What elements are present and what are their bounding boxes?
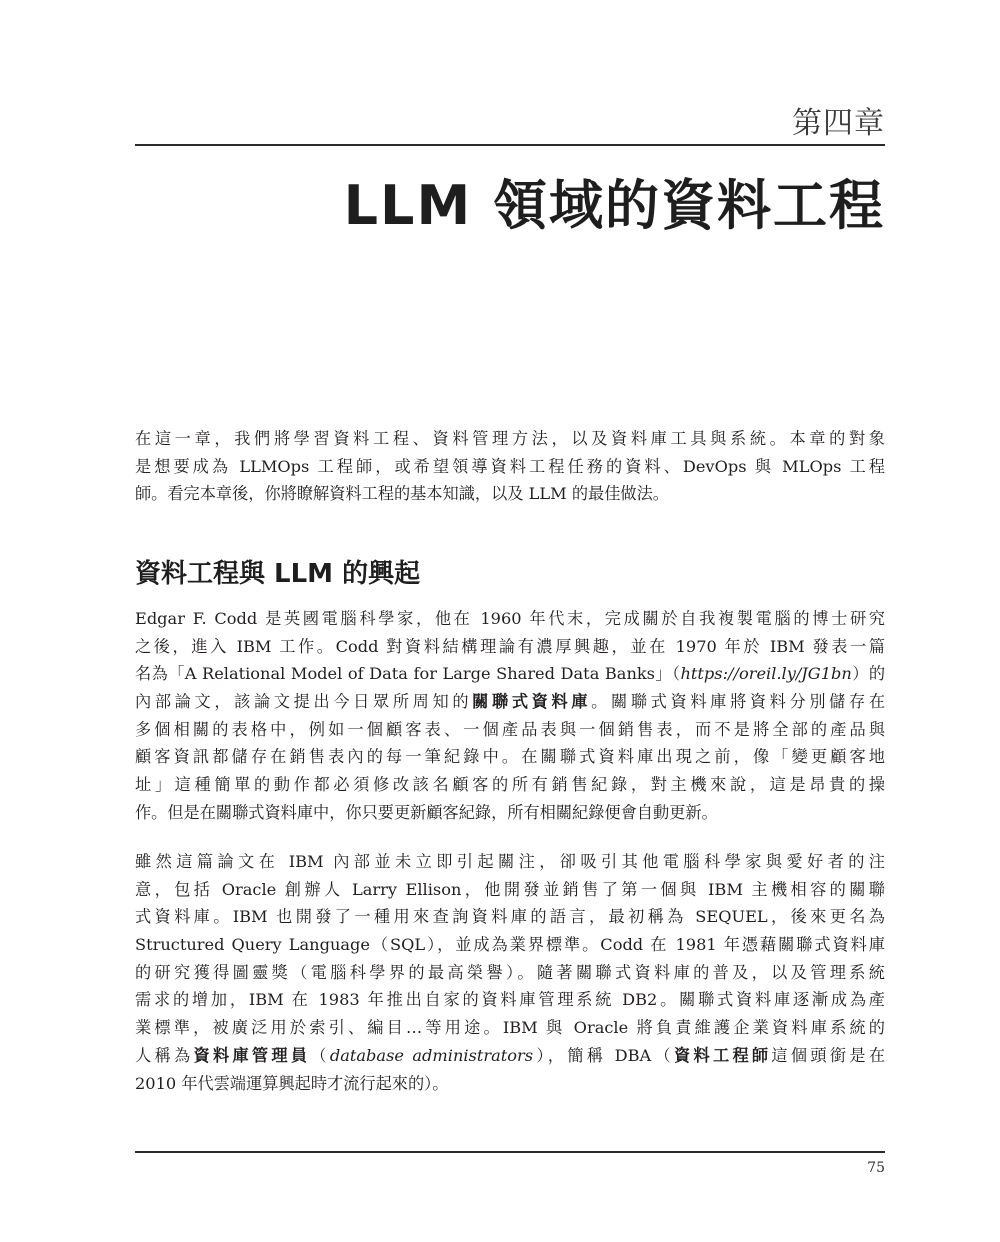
text-fragment: 。關聯式資料庫將資料分別儲存在 [591, 692, 886, 712]
text-line-with-term [135, 688, 885, 716]
text-line: 的研究獲得圖靈獎（電腦科學界的最高榮譽）。隨著關聯式資料庫的普及，以及管理系統 [135, 962, 885, 982]
key-term: 關聯式資料庫 [472, 692, 592, 712]
key-term: 資料庫管理員 [193, 1045, 311, 1065]
text-fragment: 這個頭銜是在 [771, 1045, 886, 1065]
text-line: 多個相關的表格中，例如一個顧客表、一個產品表與一個銷售表，而不是將全部的產品與 [135, 719, 885, 739]
text-line: 式資料庫。IBM 也開發了一種用來查詢資料庫的語言，最初稱為 SEQUEL，後來更名為 [135, 907, 885, 927]
text-line: 作。但是在關聯式資料庫中，你只要更新顧客紀錄，所有相關紀錄便會自動更新。 [135, 802, 718, 822]
section-heading: 資料工程與 LLM 的興起 [135, 559, 421, 589]
header-divider [135, 144, 885, 146]
text-fragment: ），簡稱 DBA（ [533, 1045, 674, 1065]
text-line: 是想要成為 LLMOps 工程師，或希望領導資料工程任務的資料、DevOps 與 MLOps 工程 [135, 456, 885, 476]
text-line: 意，包括 Oracle 創辦人 Larry Ellison，他開發並銷售了第一個與 IBM 主機相容的關聯 [135, 879, 885, 899]
text-line: 雖然這篇論文在 IBM 內部並未立即引起關注，卻吸引其他電腦科學家與愛好者的注 [135, 852, 885, 871]
text-line: 2010 年代雲端運算興起時才流行起來的）。 [135, 1073, 449, 1093]
text-line-with-terms [135, 1042, 885, 1070]
italic-term: database administrators [329, 1045, 534, 1065]
key-term: 資料工程師 [673, 1045, 772, 1065]
text-line: Structured Query Language（SQL），並成為業界標準。Codd 在 1981 年憑藉關聯式資料庫 [135, 935, 885, 955]
text-line: Edgar F. Codd 是英國電腦科學家，他在 1960 年代末，完成關於自我複製電腦的博士研究 [135, 609, 885, 628]
page-number: 75 [867, 1160, 885, 1176]
text-line: 業標準，被廣泛用於索引、編目…等用途。IBM 與 Oracle 將負責維護企業資料庫系統的 [135, 1018, 885, 1038]
text-fragment: 內部論文，該論文提出今日眾所周知的 [135, 692, 473, 712]
chapter-label: 第四章 [792, 106, 885, 141]
chapter-title: LLM 領域的資料工程 [343, 174, 885, 237]
text-line: 址」這種簡單的動作都必須修改該名顧客的所有銷售紀錄，對主機來說，這是昂貴的操 [135, 775, 885, 795]
text-fragment: 名為「A Relational Model of Data for Large Shared Data Banks」（ [135, 664, 681, 684]
text-line: 在這一章，我們將學習資料工程、資料管理方法，以及資料庫工具與系統。本章的對象 [135, 429, 885, 448]
text-line: 需求的增加，IBM 在 1983 年推出自家的資料庫管理系統 DB2。關聯式資料庫逐漸成為產 [135, 990, 885, 1010]
intro-paragraph [135, 425, 885, 508]
footer-divider [135, 1151, 885, 1153]
text-line-with-link [135, 660, 885, 688]
text-line: 師。看完本章後，你將瞭解資料工程的基本知識，以及 LLM 的最佳做法。 [135, 484, 669, 504]
text-fragment: 人稱為 [135, 1045, 194, 1065]
text-line: 之後，進入 IBM 工作。Codd 對資料結構理論有濃厚興趣，並在 1970 年於 IBM 發表一篇 [135, 636, 885, 656]
text-fragment: （ [310, 1045, 330, 1065]
paper-link[interactable]: https://oreil.ly/JG1bn [680, 664, 852, 684]
text-line: 顧客資訊都儲存在銷售表內的每一筆紀錄中。在關聯式資料庫出現之前，像「變更顧客地 [135, 747, 885, 767]
text-fragment: ）的 [851, 664, 886, 684]
body-paragraph-2 [135, 848, 885, 1097]
body-paragraph-1 [135, 605, 885, 827]
